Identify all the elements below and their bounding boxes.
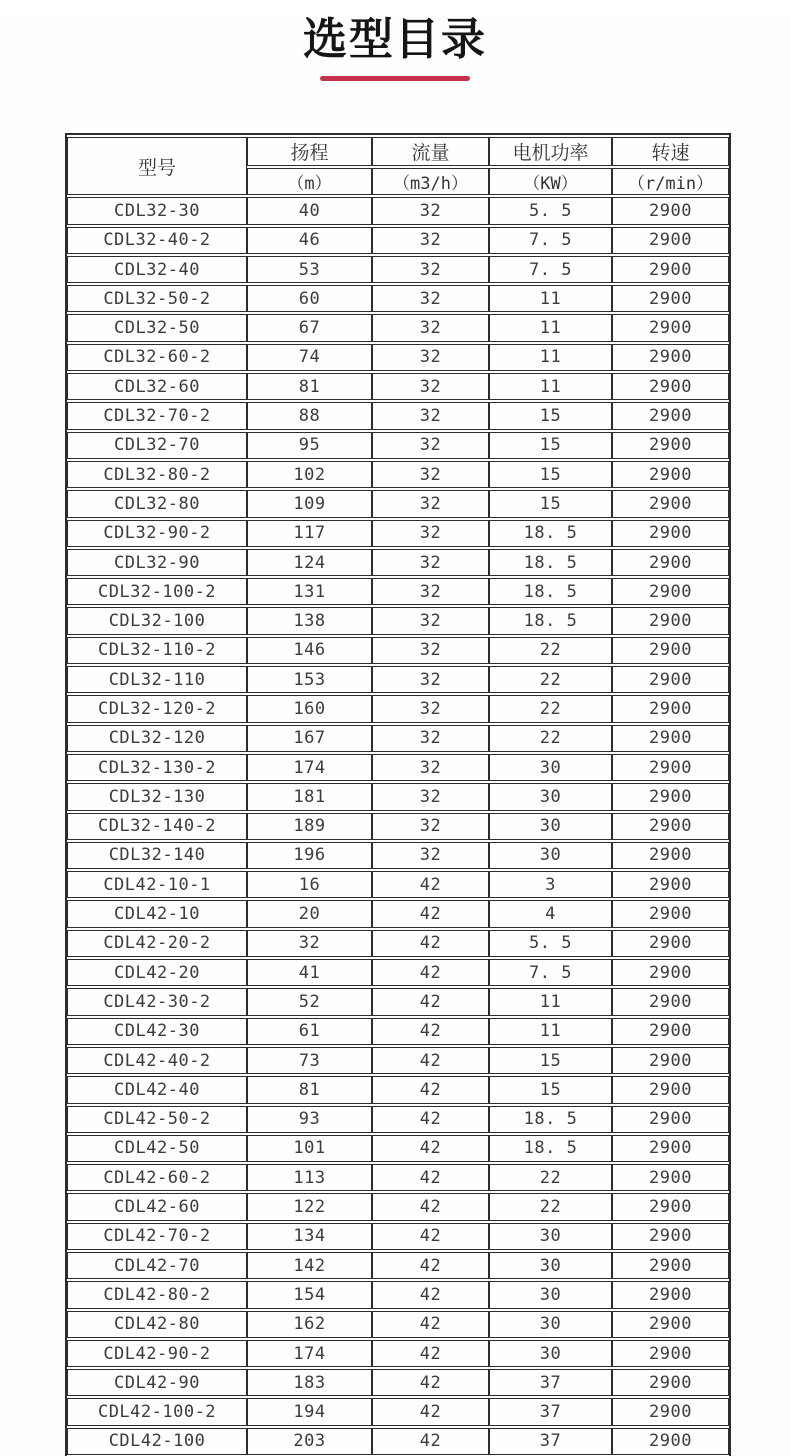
table-cell: 32 — [247, 930, 372, 957]
table-cell: 22 — [489, 1193, 612, 1220]
table-cell: 42 — [372, 900, 489, 927]
table-cell: 30 — [489, 1281, 612, 1308]
table-cell: 2900 — [612, 344, 729, 371]
table-row — [67, 197, 729, 224]
table-cell: 32 — [372, 402, 489, 429]
table-cell: 32 — [372, 783, 489, 810]
table-cell: CDL32-50-2 — [67, 285, 247, 312]
table-cell: CDL42-100-2 — [67, 1398, 247, 1425]
table-cell: CDL32-30 — [67, 197, 247, 224]
table-cell: 53 — [247, 256, 372, 283]
table-cell: 42 — [372, 988, 489, 1015]
table-cell: 2900 — [612, 871, 729, 898]
table-cell: 81 — [247, 1076, 372, 1103]
table-cell: CDL42-80 — [67, 1311, 247, 1338]
table-cell: 2900 — [612, 783, 729, 810]
table-cell: 30 — [489, 1252, 612, 1279]
table-cell: 32 — [372, 314, 489, 341]
table-cell: 32 — [372, 197, 489, 224]
table-row — [67, 988, 729, 1015]
table-cell: 42 — [372, 930, 489, 957]
table-cell: 2900 — [612, 314, 729, 341]
table-cell: 131 — [247, 578, 372, 605]
table-body — [67, 197, 729, 1455]
table-cell: 40 — [247, 197, 372, 224]
table-cell: CDL42-60 — [67, 1193, 247, 1220]
table-cell: 2900 — [612, 285, 729, 312]
table-cell: CDL32-60-2 — [67, 344, 247, 371]
table-cell: 2900 — [612, 1047, 729, 1074]
table-cell: 81 — [247, 373, 372, 400]
table-cell: 30 — [489, 754, 612, 781]
table-cell: 167 — [247, 725, 372, 752]
table-cell: 142 — [247, 1252, 372, 1279]
table-row — [67, 1164, 729, 1191]
table-cell: 18. 5 — [489, 1106, 612, 1133]
table-cell: 42 — [372, 1223, 489, 1250]
table-cell: 32 — [372, 520, 489, 547]
col-header-speed: 转速 — [612, 137, 729, 166]
col-unit-power: （KW） — [489, 168, 612, 195]
table-cell: 2900 — [612, 1311, 729, 1338]
table-cell: 183 — [247, 1369, 372, 1396]
table-cell: 113 — [247, 1164, 372, 1191]
col-header-head: 扬程 — [247, 137, 372, 166]
table-cell: CDL32-110 — [67, 666, 247, 693]
page-title: 选型目录 — [303, 14, 487, 65]
table-cell: 11 — [489, 344, 612, 371]
table-row — [67, 490, 729, 517]
col-unit-speed: （r/min） — [612, 168, 729, 195]
table-cell: 32 — [372, 695, 489, 722]
table-cell: CDL32-80-2 — [67, 461, 247, 488]
table-cell: 2900 — [612, 256, 729, 283]
table-cell: 122 — [247, 1193, 372, 1220]
table-cell: 42 — [372, 1164, 489, 1191]
table-cell: 196 — [247, 842, 372, 869]
table-cell: 2900 — [612, 197, 729, 224]
table-cell: CDL42-100 — [67, 1428, 247, 1455]
table-cell: 42 — [372, 1135, 489, 1162]
table-cell: 32 — [372, 432, 489, 459]
table-cell: 2900 — [612, 520, 729, 547]
col-header-model: 型号 — [67, 137, 247, 195]
table-cell: 42 — [372, 1076, 489, 1103]
table-cell: 32 — [372, 725, 489, 752]
table-row — [67, 725, 729, 752]
table-cell: 46 — [247, 227, 372, 254]
table-cell: 2900 — [612, 1369, 729, 1396]
table-cell: 7. 5 — [489, 256, 612, 283]
table-cell: 15 — [489, 1047, 612, 1074]
table-cell: 154 — [247, 1281, 372, 1308]
table-cell: CDL32-130 — [67, 783, 247, 810]
table-cell: 15 — [489, 1076, 612, 1103]
table-cell: 2900 — [612, 1281, 729, 1308]
table-cell: CDL32-70 — [67, 432, 247, 459]
table-cell: 2900 — [612, 227, 729, 254]
table-cell: CDL32-130-2 — [67, 754, 247, 781]
table-cell: 30 — [489, 1340, 612, 1367]
table-row — [67, 227, 729, 254]
table-cell: 22 — [489, 725, 612, 752]
table-cell: 22 — [489, 695, 612, 722]
table-cell: 2900 — [612, 900, 729, 927]
table-cell: 93 — [247, 1106, 372, 1133]
table-cell: 42 — [372, 1106, 489, 1133]
table-cell: 2900 — [612, 432, 729, 459]
table-cell: CDL42-90 — [67, 1369, 247, 1396]
table-cell: 37 — [489, 1369, 612, 1396]
table-row — [67, 1106, 729, 1133]
table-cell: CDL32-90-2 — [67, 520, 247, 547]
table-row — [67, 959, 729, 986]
table-cell: CDL32-70-2 — [67, 402, 247, 429]
table-cell: 2900 — [612, 490, 729, 517]
table-cell: 42 — [372, 1398, 489, 1425]
table-cell: 189 — [247, 813, 372, 840]
table-row — [67, 432, 729, 459]
table-cell: 102 — [247, 461, 372, 488]
table-cell: CDL32-140 — [67, 842, 247, 869]
table-cell: 32 — [372, 578, 489, 605]
table-cell: CDL32-100 — [67, 607, 247, 634]
table-row — [67, 1223, 729, 1250]
table-cell: CDL42-30 — [67, 1018, 247, 1045]
col-header-power: 电机功率 — [489, 137, 612, 166]
table-cell: CDL42-50-2 — [67, 1106, 247, 1133]
table-cell: 32 — [372, 373, 489, 400]
table-cell: 11 — [489, 373, 612, 400]
table-cell: 18. 5 — [489, 520, 612, 547]
table-cell: 22 — [489, 637, 612, 664]
table-cell: CDL32-60 — [67, 373, 247, 400]
table-row — [67, 813, 729, 840]
table-cell: CDL42-20 — [67, 959, 247, 986]
table-cell: 32 — [372, 344, 489, 371]
table-cell: 7. 5 — [489, 959, 612, 986]
table-row — [67, 900, 729, 927]
table-row — [67, 871, 729, 898]
table-cell: 11 — [489, 314, 612, 341]
col-unit-head: （m） — [247, 168, 372, 195]
table-cell: 7. 5 — [489, 227, 612, 254]
title-underline-accent — [320, 76, 470, 81]
table-cell: 32 — [372, 666, 489, 693]
table-cell: 30 — [489, 1223, 612, 1250]
table-cell: 2900 — [612, 1164, 729, 1191]
table-cell: 11 — [489, 285, 612, 312]
table-cell: 162 — [247, 1311, 372, 1338]
table-cell: 20 — [247, 900, 372, 927]
table-cell: CDL32-140-2 — [67, 813, 247, 840]
table-row — [67, 1340, 729, 1367]
table-cell: CDL42-40 — [67, 1076, 247, 1103]
table-cell: 101 — [247, 1135, 372, 1162]
table-cell: 2900 — [612, 578, 729, 605]
table-cell: 2900 — [612, 607, 729, 634]
table-row — [67, 402, 729, 429]
table-cell: 18. 5 — [489, 549, 612, 576]
table-cell: 52 — [247, 988, 372, 1015]
table-row — [67, 754, 729, 781]
table-cell: 30 — [489, 842, 612, 869]
table-cell: CDL32-40 — [67, 256, 247, 283]
table-cell: 42 — [372, 1340, 489, 1367]
table-cell: 15 — [489, 490, 612, 517]
table-row — [67, 1281, 729, 1308]
table-cell: 30 — [489, 783, 612, 810]
table-cell: 117 — [247, 520, 372, 547]
table-cell: 15 — [489, 461, 612, 488]
table-cell: CDL42-10-1 — [67, 871, 247, 898]
table-cell: CDL42-50 — [67, 1135, 247, 1162]
table-cell: CDL42-60-2 — [67, 1164, 247, 1191]
table-cell: 67 — [247, 314, 372, 341]
table-cell: 2900 — [612, 813, 729, 840]
table-header — [67, 137, 729, 195]
table-cell: 74 — [247, 344, 372, 371]
table-cell: 42 — [372, 1252, 489, 1279]
table-cell: CDL42-70-2 — [67, 1223, 247, 1250]
table-cell: 160 — [247, 695, 372, 722]
table-cell: 2900 — [612, 1252, 729, 1279]
table-cell: CDL42-20-2 — [67, 930, 247, 957]
table-cell: 42 — [372, 959, 489, 986]
table-cell: 32 — [372, 842, 489, 869]
table-row — [67, 1311, 729, 1338]
table-cell: 109 — [247, 490, 372, 517]
table-row — [67, 1428, 729, 1455]
table-cell: 73 — [247, 1047, 372, 1074]
table-cell: 18. 5 — [489, 607, 612, 634]
table-cell: 30 — [489, 1311, 612, 1338]
table-cell: 194 — [247, 1398, 372, 1425]
col-unit-flow: （m3/h） — [372, 168, 489, 195]
table-cell: 2900 — [612, 549, 729, 576]
table-cell: 2900 — [612, 754, 729, 781]
table-row — [67, 256, 729, 283]
table-row — [67, 637, 729, 664]
table-cell: CDL32-40-2 — [67, 227, 247, 254]
table-cell: 61 — [247, 1018, 372, 1045]
table-cell: 16 — [247, 871, 372, 898]
table-cell: 42 — [372, 1311, 489, 1338]
table-cell: 11 — [489, 988, 612, 1015]
table-cell: 60 — [247, 285, 372, 312]
table-cell: 18. 5 — [489, 578, 612, 605]
table-row — [67, 549, 729, 576]
table-row — [67, 1369, 729, 1396]
table-cell: 32 — [372, 227, 489, 254]
table-cell: 32 — [372, 285, 489, 312]
table-cell: 88 — [247, 402, 372, 429]
table-row — [67, 842, 729, 869]
table-cell: 30 — [489, 813, 612, 840]
table-row — [67, 666, 729, 693]
table-row — [67, 1398, 729, 1425]
table-cell: 2900 — [612, 373, 729, 400]
table-row — [67, 1135, 729, 1162]
table-cell: 42 — [372, 1281, 489, 1308]
table-cell: 41 — [247, 959, 372, 986]
table-row — [67, 344, 729, 371]
table-cell: 42 — [372, 1428, 489, 1455]
table-cell: 32 — [372, 754, 489, 781]
table-cell: 5. 5 — [489, 197, 612, 224]
table-cell: 203 — [247, 1428, 372, 1455]
table-cell: 42 — [372, 1193, 489, 1220]
table-cell: 42 — [372, 871, 489, 898]
table-cell: 11 — [489, 1018, 612, 1045]
table-cell: 2900 — [612, 842, 729, 869]
table-row — [67, 1193, 729, 1220]
table-cell: CDL32-120 — [67, 725, 247, 752]
catalog-page — [0, 14, 790, 1456]
table-cell: CDL32-110-2 — [67, 637, 247, 664]
table-row — [67, 1076, 729, 1103]
table-cell: 2900 — [612, 930, 729, 957]
table-cell: 2900 — [612, 402, 729, 429]
table-cell: 22 — [489, 666, 612, 693]
table-cell: CDL42-10 — [67, 900, 247, 927]
table-cell: 2900 — [612, 666, 729, 693]
table-cell: 2900 — [612, 461, 729, 488]
table-cell: CDL32-80 — [67, 490, 247, 517]
table-cell: 15 — [489, 432, 612, 459]
table-row — [67, 783, 729, 810]
table-cell: 3 — [489, 871, 612, 898]
table-row — [67, 285, 729, 312]
table-row — [67, 607, 729, 634]
table-cell: 2900 — [612, 1106, 729, 1133]
table-row — [67, 1018, 729, 1045]
table-cell: 2900 — [612, 1340, 729, 1367]
table-cell: 42 — [372, 1369, 489, 1396]
table-row — [67, 1252, 729, 1279]
table-cell: 2900 — [612, 1193, 729, 1220]
table-cell: 174 — [247, 754, 372, 781]
table-row — [67, 1047, 729, 1074]
table-cell: 32 — [372, 607, 489, 634]
table-cell: 153 — [247, 666, 372, 693]
table-cell: CDL42-30-2 — [67, 988, 247, 1015]
table-cell: 2900 — [612, 959, 729, 986]
table-cell: 42 — [372, 1047, 489, 1074]
table-cell: 37 — [489, 1428, 612, 1455]
table-cell: 2900 — [612, 1018, 729, 1045]
table-cell: 138 — [247, 607, 372, 634]
table-cell: 2900 — [612, 1398, 729, 1425]
table-row — [67, 578, 729, 605]
table-cell: 2900 — [612, 725, 729, 752]
table-cell: 5. 5 — [489, 930, 612, 957]
table-cell: CDL42-70 — [67, 1252, 247, 1279]
table-cell: 2900 — [612, 1428, 729, 1455]
table-cell: 146 — [247, 637, 372, 664]
table-cell: 2900 — [612, 637, 729, 664]
table-cell: 2900 — [612, 988, 729, 1015]
table-cell: 4 — [489, 900, 612, 927]
table-cell: 37 — [489, 1398, 612, 1425]
table-cell: CDL42-40-2 — [67, 1047, 247, 1074]
table-cell: CDL42-80-2 — [67, 1281, 247, 1308]
table-cell: CDL32-90 — [67, 549, 247, 576]
table-cell: 32 — [372, 490, 489, 517]
table-cell: 2900 — [612, 695, 729, 722]
table-cell: 2900 — [612, 1135, 729, 1162]
table-cell: 32 — [372, 637, 489, 664]
table-cell: CDL32-120-2 — [67, 695, 247, 722]
table-cell: 32 — [372, 461, 489, 488]
table-row — [67, 314, 729, 341]
col-header-flow: 流量 — [372, 137, 489, 166]
table-cell: 95 — [247, 432, 372, 459]
table-cell: 134 — [247, 1223, 372, 1250]
table-cell: 32 — [372, 549, 489, 576]
table-row — [67, 520, 729, 547]
selection-table — [65, 133, 731, 1456]
table-cell: 32 — [372, 813, 489, 840]
header-label-row — [67, 137, 729, 166]
table-cell: 2900 — [612, 1076, 729, 1103]
table-cell: CDL32-100-2 — [67, 578, 247, 605]
table-cell: 181 — [247, 783, 372, 810]
table-row — [67, 930, 729, 957]
table-row — [67, 695, 729, 722]
table-cell: 15 — [489, 402, 612, 429]
table-row — [67, 461, 729, 488]
table-cell: CDL42-90-2 — [67, 1340, 247, 1367]
table-cell: 32 — [372, 256, 489, 283]
table-cell: 18. 5 — [489, 1135, 612, 1162]
table-cell: 174 — [247, 1340, 372, 1367]
table-cell: CDL32-50 — [67, 314, 247, 341]
table-row — [67, 373, 729, 400]
table-cell: 42 — [372, 1018, 489, 1045]
table-cell: 124 — [247, 549, 372, 576]
table-cell: 2900 — [612, 1223, 729, 1250]
table-cell: 22 — [489, 1164, 612, 1191]
